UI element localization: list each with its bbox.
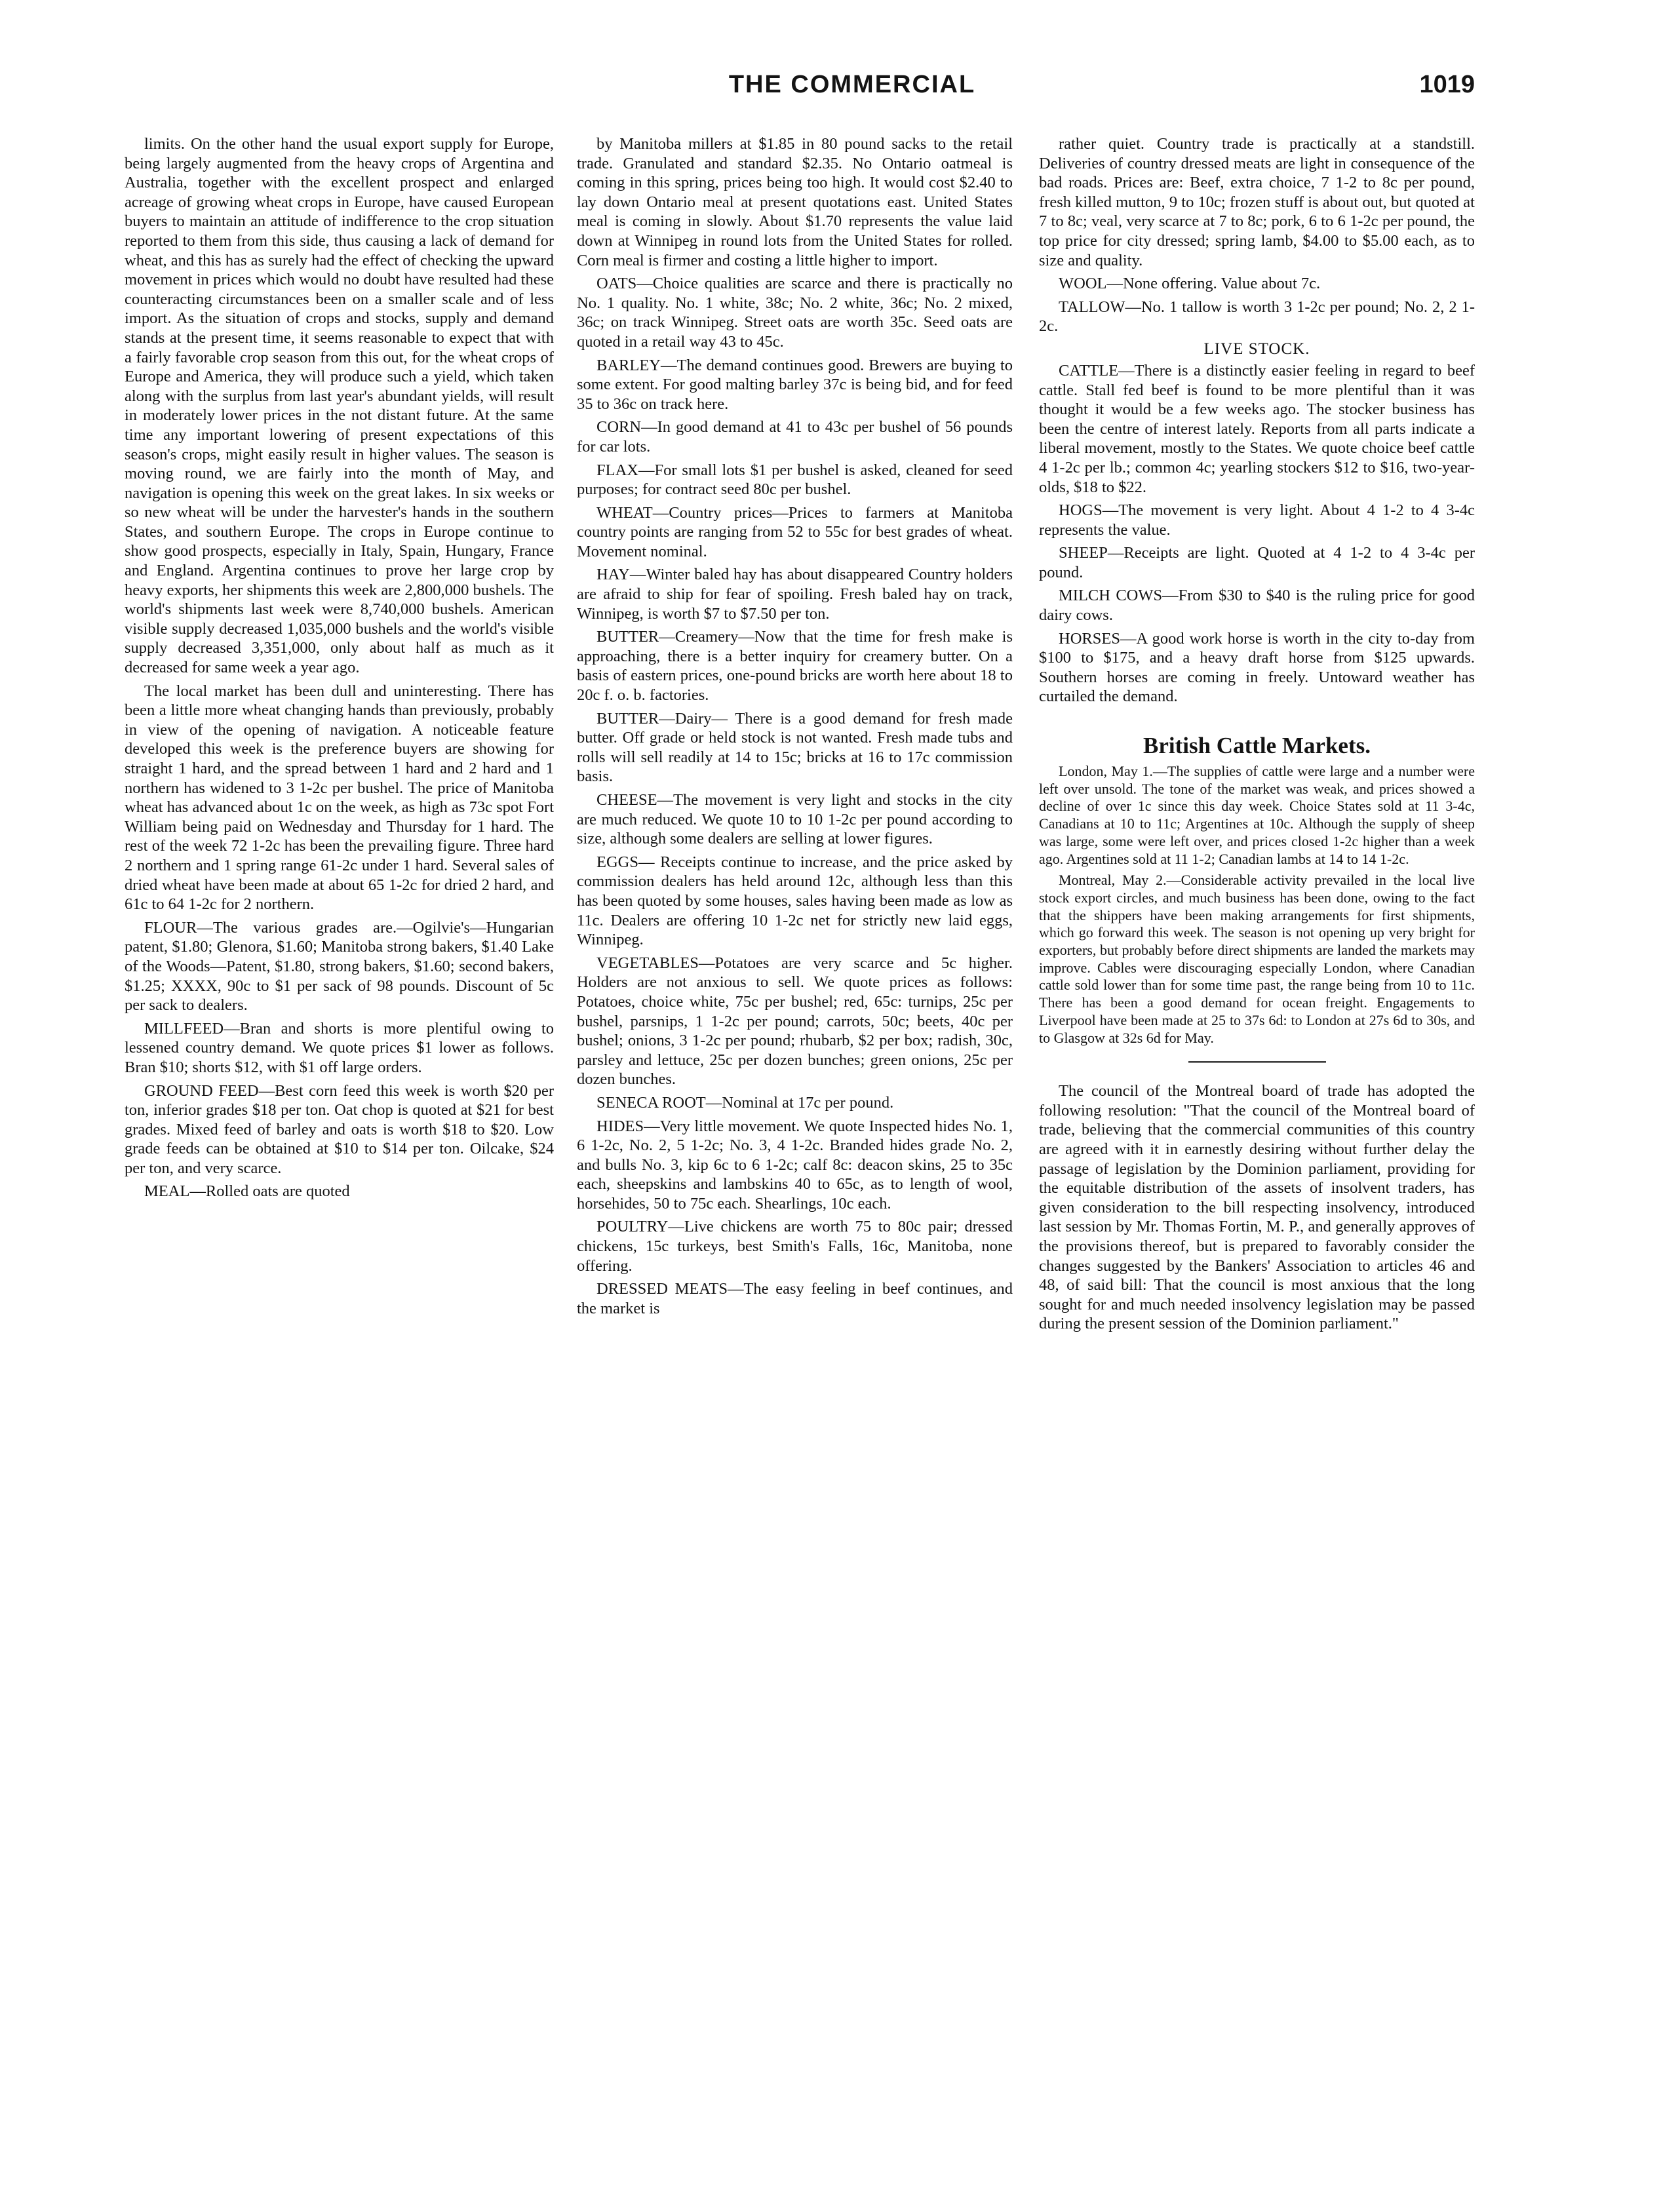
oats-paragraph: OATS—Choice qualities are scarce and there is practically no No. 1 quality. No. 1 white, 38c; No. 2 white, 36c; No. 2 mixed, 36c; on track Winnipeg. Street oats are worth 35c. Seed oats are quoted in a retail way 43 to 45c.: [577, 275, 1013, 351]
hides-paragraph: HIDES—Very little movement. We quote Inspected hides No. 1, 6 1-2c, No. 2, 5 1-2c; No. 3, 4 1-2c. Branded hides grade No. 2, and bulls No. 3, kip 6c to 6 1-2c; calf 8c: deacon skins, 25 to 35c each, sheepskins and lambskins 40 to 65c, as to length of wool, horsehides, 50 to 75c each. Shearlings, 10c each.: [577, 1117, 1013, 1212]
vegetables-paragraph: VEGETABLES—Potatoes are very scarce and 5c higher. Holders are not anxious to sell. We quote prices as follows: Potatoes, choice white, 75c per bushel; red, 65c: turnips, 25c per bushel, parsnips, 1 1-2c per pound; carrots, 50c; beets, 40c per bushel; onions, 3 1-2c per pound; rhubarb, $2 per box; radish, 30c, parsley and lettuce, 25c per dozen bunches; green onions, 25c per dozen bunches.: [577, 954, 1013, 1089]
corn-paragraph: CORN—In good demand at 41 to 43c per bushel of 56 pounds for car lots.: [577, 418, 1013, 456]
column-1: [125, 134, 554, 2107]
wool-paragraph: WOOL—None offering. Value about 7c.: [1059, 275, 1321, 293]
dressed-meats-paragraph: DRESSED MEATS—The easy feeling in beef continues, and the market is: [577, 1280, 1013, 1317]
milch-cows-paragraph: MILCH COWS—From $30 to $40 is the ruling price for good dairy cows.: [1039, 587, 1475, 625]
flour-paragraph: FLOUR—The various grades are.—Ogilvie's—Hungarian patent, $1.80; Glenora, $1.60; Manitoba strong bakers, $1.40 Lake of the Woods—Patent, $1.80, strong bakers, $1.60; second bakers, $1.25; XXXX, 90c to $1 per sack of 98 pounds. Discount of 5c per sack to dealers.: [125, 918, 554, 1015]
butter-creamery-paragraph: BUTTER—Creamery—Now that the time for fresh make is approaching, there is a better inquiry for creamery butter. On a basis of eastern prices, one-pound bricks are worth here about 18 to 20c f. o. b. factories.: [577, 628, 1013, 705]
horses-paragraph: HORSES—A good work horse is worth in the city to-day from $100 to $175, and a heavy draft horse from $125 upwards. Southern horses are coming in freely. Untoward weather has curtailed the demand.: [1039, 629, 1475, 706]
page-number: 1019: [1419, 71, 1475, 98]
hogs-paragraph: HOGS—The movement is very light. About 4 1-2 to 4 3-4c represents the value.: [1039, 501, 1475, 539]
page-header: [0, 71, 1680, 123]
butter-dairy-paragraph: BUTTER—Dairy— There is a good demand for fresh made butter. Off grade or held stock is not wanted. Fresh made tubs and rolls will sell readily at 14 to 15c; bricks at 16 to 17c commission basis.: [577, 709, 1013, 786]
barley-paragraph: BARLEY—The demand continues good. Brewers are buying to some extent. For good malting barley 37c is being bid, and for feed 35 to 36c on track here.: [577, 356, 1013, 413]
london-report-paragraph: London, May 1.—The supplies of cattle were large and a number were left over unsold. The tone of the market was weak, and prices showed a decline of over 1c since this day week. Choice States sold at 11 3-4c, Canadians at 10 to 11c; Argentines at 10c. Although the supply of sheep was large, some were left over, and prices closed 1-2c higher than a week ago. Argentines sold at 11 1-2; Canadian lambs at 14 to 14 1-2c.: [1039, 763, 1475, 867]
cheese-paragraph: CHEESE—The movement is very light and stocks in the city are much reduced. We quote 10 to 10 1-2c per pound according to size, although some dealers are selling at lower figures.: [577, 791, 1013, 848]
montreal-report-paragraph: Montreal, May 2.—Considerable activity prevailed in the local live stock export circles, and much business has been done, owing to the fact that the shippers have been making arrangements for first shipments, which go forward this week. The season is not opening up very bright for exporters, but probably before direct shipments are landed the markets may improve. Cables were discouraging especially London, where Canadian cattle sold lower than for some time past, the range being from 10 to 11c. There has been a good demand for ocean freight. Engagements to Liverpool have been made at 25 to 37s 6d: to London at 27s 6d to 30s, and to Glasgow at 32s 6d for May.: [1039, 872, 1475, 1046]
eggs-paragraph: EGGS— Receipts continue to increase, and the price asked by commission dealers has held around 12c, although less than this has been quoted by some houses, sales having been made as low as 11c. Dealers are offering 10 1-2c net for strictly new laid eggs, Winnipeg.: [577, 853, 1013, 949]
local-market-paragraph: The local market has been dull and uninteresting. There has been a little more wheat changing hands than previously, probably in view of the opening of navigation. A noticeable feature developed this week is the preference buyers are showing for straight 1 hard, and the spread between 1 hard and 2 hard and 1 northern has widened to 3 1-2c per bushel. The price of Manitoba wheat has advanced about 1c on the week, as high as 73c spot Fort William being paid on Wednesday and Thursday for 1 hard. The rest of the week 72 1-2c has been the prevailing figure. Three hard 2 northern and 1 spring range 61-2c under 1 hard. Several sales of dried wheat have been made at about 65 1-2c for dried 2 hard, and 61c to 64 1-2c for 2 northern.: [125, 682, 554, 914]
poultry-paragraph: POULTRY—Live chickens are worth 75 to 80c pair; dressed chickens, 15c turkeys, best Smith's Falls, 16c, Manitoba, none offering.: [577, 1218, 1013, 1275]
flax-paragraph: FLAX—For small lots $1 per bushel is asked, cleaned for seed purposes; for contract seed 80c per bushel.: [577, 461, 1013, 499]
publication-title: THE COMMERCIAL: [728, 71, 976, 98]
meal-continued-paragraph: by Manitoba millers at $1.85 in 80 pound sacks to the retail trade. Granulated and standard $2.35. No Ontario oatmeal is coming in this spring, prices being too high. It would cost $2.40 to lay down Ontario meal at present quotations east. United States meal is coming in slowly. About $1.70 represents the value laid down at Winnipeg in round lots from the United States for rolled. Corn meal is firmer and costing a little higher to import.: [577, 135, 1013, 269]
wheat-country-paragraph: WHEAT—Country prices—Prices to farmers at Manitoba country points are ranging from 52 to 55c for best grades of wheat. Movement nominal.: [577, 503, 1013, 560]
section-divider: [1188, 1061, 1326, 1063]
column-3: [1039, 134, 1475, 2107]
seneca-root-paragraph: SENECA ROOT—Nominal at 17c per pound.: [596, 1093, 894, 1112]
wheat-market-paragraph: limits. On the other hand the usual export supply for Europe, being largely augmented from the heavy crops of Argentina and Australia, together with the excellent prospect and enlarged acreage of growing wheat crops in Europe, have caused European buyers to maintain an attitude of indifference to the crop situation reported to them from this side, thus causing a lack of demand for wheat, and this has as surely had the effect of checking the upward movement in prices which would no doubt have resulted had these counteracting circumstances been on a smaller scale and of less import. As the situation of crops and stocks, supply and demand stands at the present time, it seems reasonable to expect that with a fairly favorable crop season from this out, for the wheat crops of Europe and America, they will produce such a yield, which taken along with the surplus from last year's abundant yields, will result in moderately lower prices in the not distant future. At the same time any important lowering of present expectations of this season's crops, might easily result in higher values. The season is moving round, we are fairly into the month of May, and navigation is opening this week on the great lakes. In six weeks or so new wheat will be under the harvester's hands in the southern States, and southern Europe. The crops in Europe continue to show good prospects, especially in Italy, Spain, Hungary, France and England. Argentina continues to prove her large crop by heavy exports, her shipments this week are 2,800,000 bushels. The world's shipments last week were 8,740,000 bushels. American visible supply decreased 1,035,000 bushels and the world's visible supply decreased 3,351,000, only about half as much as it decreased for same week a year ago.: [125, 135, 554, 677]
sheep-paragraph: SHEEP—Receipts are light. Quoted at 4 1-2 to 4 3-4c per pound.: [1039, 544, 1475, 581]
hay-paragraph: HAY—Winter baled hay has about disappeared Country holders are afraid to ship for fear of spoiling. Fresh baled hay on track, Winnipeg, is worth $7 to $7.50 per ton.: [577, 566, 1013, 623]
cattle-paragraph: CATTLE—There is a distinctly easier feeling in regard to beef cattle. Stall fed beef is found to be more plentiful than it was thought it would be a few weeks ago. The stocker business has been the centre of interest lately. Reports from all parts indicate a liberal movement, mostly to the States. We quote choice beef cattle 4 1-2c per lb.; common 4c; yearling stockers $12 to $16, two-year-olds, $18 to $22.: [1039, 361, 1475, 496]
column-2: [577, 134, 1013, 2107]
tallow-paragraph: TALLOW—No. 1 tallow is worth 3 1-2c per pound; No. 2, 2 1-2c.: [1039, 298, 1475, 336]
millfeed-paragraph: MILLFEED—Bran and shorts is more plentiful owing to lessened country demand. We quote prices $1 lower as follows. Bran $10; shorts $12, with $1 off large orders.: [125, 1019, 554, 1076]
board-of-trade-paragraph: The council of the Montreal board of trade has adopted the following resolution: "That the council of the Montreal board of trade, believing that the commercial communities of this country are agreed with it in earnestly desiring without further delay the passage of legislation by the Dominion parliament, providing for the equitable distribution of the assets of insolvent traders, has given consideration to the bill respecting insolvency, introduced last session by Mr. Thomas Fortin, M. P., and generally approves of the provisions thereof, but is prepared to favorably consider the changes suggested by the Bankers' Association to articles 46 and 48, of said bill: That the council is most anxious that the long sought for and much needed insolvency legislation may be passed during the present session of the Dominion parliament.": [1039, 1082, 1475, 1333]
ground-feed-paragraph: GROUND FEED—Best corn feed this week is worth $20 per ton, inferior grades $18 per ton. Oat chop is quoted at $21 for best grades. Mixed feed of barley and oats is worth $18 to $20. Low grade feeds can be obtained at $10 to $14 per ton. Oilcake, $24 per ton, and very scarce.: [125, 1081, 554, 1177]
live-stock-heading: LIVE STOCK.: [1203, 339, 1310, 358]
dressed-meats-continued-paragraph: rather quiet. Country trade is practically at a standstill. Deliveries of country dressed meats are light in consequence of the bad roads. Prices are: Beef, extra choice, 7 1-2 to 8c per pound, fresh killed mutton, 9 to 10c; frozen stuff is about out, but quoted at 7 to 8c; veal, very scarce at 7 to 8c; pork, 6 to 6 1-2c per pound, the top price for city dressed; spring lamb, $4.00 to $5.00 each, as to size and quality.: [1039, 135, 1475, 269]
british-cattle-markets-heading: British Cattle Markets.: [1143, 733, 1371, 759]
meal-paragraph: MEAL—Rolled oats are quoted: [144, 1182, 350, 1201]
